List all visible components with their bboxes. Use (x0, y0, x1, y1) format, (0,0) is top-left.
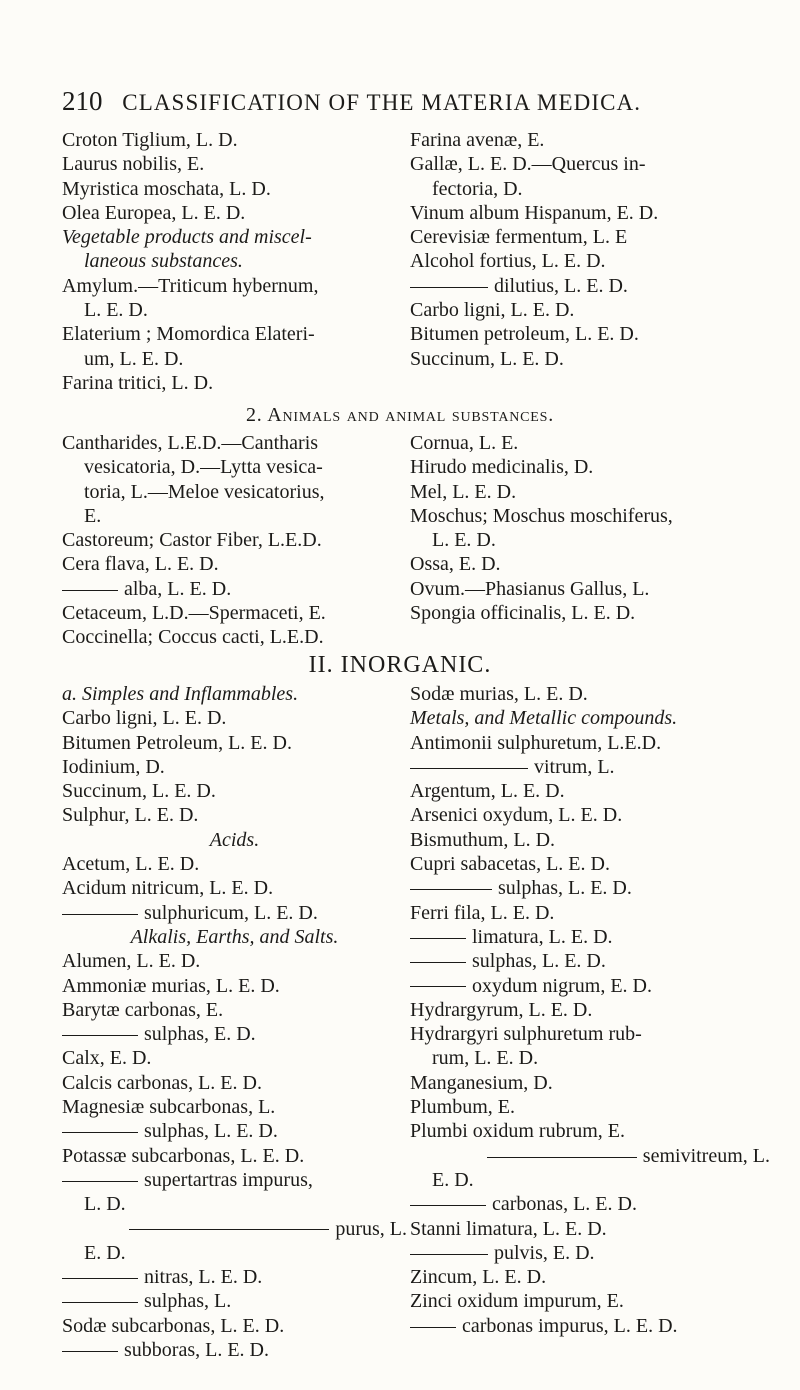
entry-line (62, 601, 407, 625)
entry-line (62, 755, 407, 779)
entry-line (62, 974, 407, 998)
entry-line (62, 925, 407, 949)
entry-text: Sulphur, L. E. D. (62, 804, 199, 827)
entry-line (62, 1119, 407, 1143)
entry-line (410, 901, 770, 925)
inorganic-left-column (62, 682, 407, 1362)
entry-text: Barytæ carbonas, E. (62, 998, 224, 1021)
entry-text: sulphas, L. E. D. (144, 1120, 278, 1143)
entry-line (62, 876, 407, 900)
entry-line (410, 731, 770, 755)
entry-line (62, 1071, 407, 1095)
ditto-dash (410, 768, 528, 769)
entry-line (62, 152, 407, 176)
ditto-dash (62, 1351, 118, 1352)
section-heading-animals (0, 404, 800, 427)
entry-text: Calcis carbonas, L. E. D. (62, 1071, 262, 1094)
entry-text: Ammoniæ murias, L. E. D. (62, 974, 280, 997)
entry-text: Croton Tiglium, L. D. (62, 129, 238, 151)
entry-line (62, 779, 407, 803)
section-heading-animals-text: 2. Animals and animal substances. (245, 404, 555, 426)
entry-line (410, 431, 770, 455)
entry-line (62, 1289, 407, 1313)
entry-line (410, 225, 770, 249)
entry-line (410, 177, 770, 201)
entry-text: Farina avenæ, E. (410, 129, 545, 151)
ditto-dash (487, 1157, 637, 1158)
entry-line (62, 225, 407, 249)
entry-text: Cera flava, L. E. D. (62, 553, 219, 576)
ditto-dash (410, 986, 466, 987)
entry-text: Cornua, L. E. (410, 432, 519, 454)
entry-text: Bitumen petroleum, L. E. D. (410, 323, 639, 346)
entry-text: L. E. D. (432, 529, 496, 552)
ditto-dash (410, 938, 466, 939)
entry-line (62, 455, 407, 479)
entry-text: dilutius, L. E. D. (494, 274, 628, 297)
entry-text: Carbo ligni, L. E. D. (410, 299, 575, 322)
entry-line (62, 803, 407, 827)
section2-right-column (410, 431, 770, 625)
entry-line (62, 480, 407, 504)
entry-text: Olea Europea, L. E. D. (62, 201, 246, 224)
ditto-dash (410, 287, 488, 288)
entry-text: Vinum album Hispanum, E. D. (410, 201, 659, 224)
entry-line (410, 682, 770, 706)
entry-text: Acidum nitricum, L. E. D. (62, 877, 274, 900)
entry-line (410, 1289, 770, 1313)
entry-text: sulphas, L. (144, 1290, 232, 1313)
entry-text: fectoria, D. (432, 177, 523, 200)
entry-text: E. D. (432, 1168, 474, 1191)
entry-line (62, 322, 407, 346)
entry-line (410, 852, 770, 876)
ditto-dash (410, 1327, 456, 1328)
entry-text: laneous substances. (84, 250, 243, 273)
entry-line (62, 528, 407, 552)
entry-text: Farina tritici, L. D. (62, 371, 214, 394)
entry-text: Castoreum; Castor Fiber, L.E.D. (62, 529, 322, 552)
entry-line (62, 1046, 407, 1070)
page-number: 210 (62, 86, 103, 116)
entry-text: Spongia officinalis, L. E. D. (410, 602, 636, 625)
entry-text: sulphas, L. E. D. (498, 877, 632, 900)
entry-line (62, 249, 407, 273)
entry-line (410, 925, 770, 949)
entry-line (62, 682, 407, 706)
ditto-dash (62, 1278, 138, 1279)
entry-line (62, 1314, 407, 1338)
entry-text: Myristica moschata, L. D. (62, 177, 271, 200)
entry-text: Alumen, L. E. D. (62, 950, 201, 973)
entry-text: sulphuricum, L. E. D. (144, 901, 318, 924)
entry-text: Elaterium ; Momordica Elateri- (62, 323, 315, 346)
entry-line (62, 1168, 407, 1192)
entry-text: Cantharides, L.E.D.—Cantharis (62, 432, 319, 454)
entry-line (410, 974, 770, 998)
entry-text: vitrum, L. (534, 755, 615, 778)
entry-text: Moschus; Moschus moschiferus, (410, 504, 673, 527)
entry-text: Sodæ subcarbonas, L. E. D. (62, 1314, 285, 1337)
ditto-dash (410, 1205, 486, 1206)
ditto-dash (129, 1229, 329, 1230)
entry-text: Zinci oxidum impurum, E. (410, 1290, 624, 1313)
entry-text: Stanni limatura, L. E. D. (410, 1217, 607, 1240)
entry-line (410, 274, 770, 298)
entry-line (410, 347, 770, 371)
entry-line (410, 1144, 770, 1168)
entry-text: rum, L. E. D. (432, 1047, 539, 1070)
ditto-dash (62, 590, 118, 591)
entry-line (62, 1265, 407, 1289)
entry-text: Hirudo medicinalis, D. (410, 456, 594, 479)
entry-line (62, 371, 407, 395)
entry-line (410, 706, 770, 730)
entry-line (410, 480, 770, 504)
entry-line (410, 755, 770, 779)
entry-line (62, 731, 407, 755)
entry-line (62, 504, 407, 528)
entry-line (62, 1022, 407, 1046)
entry-text: Metals, and Metallic compounds. (410, 707, 678, 730)
inorganic-right-column (410, 682, 770, 1338)
entry-text: Acids. (209, 828, 260, 851)
entry-line (410, 1022, 770, 1046)
entry-text: subboras, L. E. D. (124, 1339, 269, 1362)
entry-text: Argentum, L. E. D. (410, 780, 565, 803)
entry-text: nitras, L. E. D. (144, 1266, 263, 1289)
entry-line (62, 1241, 407, 1265)
block1-right-column (410, 128, 770, 371)
section2-left-column (62, 431, 407, 650)
entry-text: toria, L.—Meloe vesicatorius, (84, 480, 325, 503)
entry-line (62, 852, 407, 876)
entry-line (62, 274, 407, 298)
ditto-dash (62, 1132, 138, 1133)
ditto-dash (62, 1181, 138, 1182)
entry-line (410, 552, 770, 576)
entry-text: Antimonii sulphuretum, L.E.D. (410, 731, 662, 754)
entry-text: Cerevisiæ fermentum, L. E (410, 226, 628, 249)
ditto-dash (410, 1254, 488, 1255)
entry-text: pulvis, E. D. (494, 1241, 595, 1264)
entry-line (62, 128, 407, 152)
entry-line (410, 577, 770, 601)
entry-line (62, 828, 407, 852)
entry-line (410, 949, 770, 973)
entry-text: oxydum nigrum, E. D. (472, 974, 652, 997)
entry-text: Ferri fila, L. E. D. (410, 901, 555, 924)
entry-line (410, 249, 770, 273)
running-title: CLASSIFICATION OF THE MATERIA MEDICA. (122, 90, 642, 115)
entry-line (410, 298, 770, 322)
entry-line (62, 998, 407, 1022)
entry-line (410, 455, 770, 479)
entry-line (62, 625, 407, 649)
ditto-dash (62, 1302, 138, 1303)
page-header (62, 86, 752, 117)
entry-text: Gallæ, L. E. D.—Quercus in- (410, 153, 646, 176)
entry-text: L. E. D. (84, 299, 148, 322)
entry-text: Carbo ligni, L. E. D. (62, 707, 227, 730)
entry-line (410, 1046, 770, 1070)
entry-text: carbonas, L. E. D. (492, 1193, 637, 1216)
block1-left-column (62, 128, 407, 395)
entry-line (62, 1192, 407, 1216)
entry-line (410, 528, 770, 552)
entry-text: L. D. (84, 1193, 126, 1216)
entry-text: Manganesium, D. (410, 1071, 553, 1094)
entry-text: Cetaceum, L.D.—Spermaceti, E. (62, 602, 326, 625)
section-heading-inorganic-text: II. INORGANIC. (308, 652, 492, 678)
entry-line (410, 128, 770, 152)
ditto-dash (62, 914, 138, 915)
entry-line (410, 1217, 770, 1241)
entry-line (410, 1095, 770, 1119)
entry-text: sulphas, E. D. (144, 1023, 256, 1046)
entry-text: Vegetable products and miscel- (62, 226, 312, 249)
entry-text: Plumbi oxidum rubrum, E. (410, 1120, 625, 1143)
entry-line (410, 601, 770, 625)
ditto-dash (410, 889, 492, 890)
entry-text: Ovum.—Phasianus Gallus, L. (410, 577, 650, 600)
entry-line (410, 1241, 770, 1265)
entry-line (62, 552, 407, 576)
entry-line (410, 201, 770, 225)
entry-line (410, 152, 770, 176)
entry-line (62, 347, 407, 371)
entry-line (62, 949, 407, 973)
entry-text: Cupri sabacetas, L. E. D. (410, 853, 610, 876)
entry-text: carbonas impurus, L. E. D. (462, 1314, 678, 1337)
entry-line (62, 201, 407, 225)
entry-line (410, 1119, 770, 1143)
entry-text: Hydrargyrum, L. E. D. (410, 998, 593, 1021)
entry-line (62, 577, 407, 601)
entry-text: Alkalis, Earths, and Salts. (130, 925, 339, 948)
entry-text: E. (84, 504, 102, 527)
entry-text: purus, L. (335, 1217, 407, 1240)
entry-text: Arsenici oxydum, L. E. D. (410, 804, 623, 827)
entry-text: supertartras impurus, (144, 1168, 313, 1191)
entry-text: Coccinella; Coccus cacti, L.E.D. (62, 626, 324, 649)
entry-line (410, 828, 770, 852)
entry-text: E. D. (84, 1241, 126, 1264)
entry-text: Calx, E. D. (62, 1047, 152, 1070)
entry-text: a. Simples and Inflammables. (62, 683, 299, 705)
entry-text: Hydrargyri sulphuretum rub- (410, 1023, 642, 1046)
entry-text: Zincum, L. E. D. (410, 1266, 547, 1289)
entry-text: alba, L. E. D. (124, 577, 232, 600)
entry-text: Succinum, L. E. D. (62, 780, 216, 803)
entry-text: Magnesiæ subcarbonas, L. (62, 1096, 276, 1119)
entry-line (410, 998, 770, 1022)
entry-line (410, 1314, 770, 1338)
entry-text: Bismuthum, L. D. (410, 828, 556, 851)
entry-line (410, 1265, 770, 1289)
ditto-dash (62, 1035, 138, 1036)
entry-line (410, 322, 770, 346)
entry-line (62, 706, 407, 730)
entry-text: limatura, L. E. D. (472, 925, 613, 948)
entry-line (410, 1168, 770, 1192)
entry-line (62, 177, 407, 201)
entry-line (62, 298, 407, 322)
entry-text: sulphas, L. E. D. (472, 950, 606, 973)
entry-text: Amylum.—Triticum hybernum, (62, 274, 319, 297)
ditto-dash (410, 962, 466, 963)
entry-line (62, 431, 407, 455)
entry-text: Plumbum, E. (410, 1096, 516, 1119)
entry-text: Sodæ murias, L. E. D. (410, 683, 588, 705)
entry-line (62, 1095, 407, 1119)
entry-text: Succinum, L. E. D. (410, 347, 564, 370)
entry-text: vesicatoria, D.—Lytta vesica- (84, 456, 323, 479)
entry-line (62, 1144, 407, 1168)
entry-line (62, 901, 407, 925)
entry-line (62, 1217, 407, 1241)
entry-text: um, L. E. D. (84, 347, 184, 370)
entry-text: Acetum, L. E. D. (62, 853, 200, 876)
entry-line (410, 1071, 770, 1095)
entry-text: Iodinium, D. (62, 755, 165, 778)
entry-text: Bitumen Petroleum, L. E. D. (62, 731, 292, 754)
section-heading-inorganic (0, 652, 800, 679)
entry-text: Potassæ subcarbonas, L. E. D. (62, 1144, 305, 1167)
entry-line (410, 504, 770, 528)
entry-line (410, 779, 770, 803)
entry-text: Alcohol fortius, L. E. D. (410, 250, 606, 273)
entry-text: Ossa, E. D. (410, 553, 501, 576)
entry-line (410, 1192, 770, 1216)
entry-text: Laurus nobilis, E. (62, 153, 205, 176)
entry-line (62, 1338, 407, 1362)
entry-text: semivitreum, L. (642, 1144, 770, 1167)
entry-line (410, 803, 770, 827)
entry-text: Mel, L. E. D. (410, 480, 517, 503)
entry-line (410, 876, 770, 900)
